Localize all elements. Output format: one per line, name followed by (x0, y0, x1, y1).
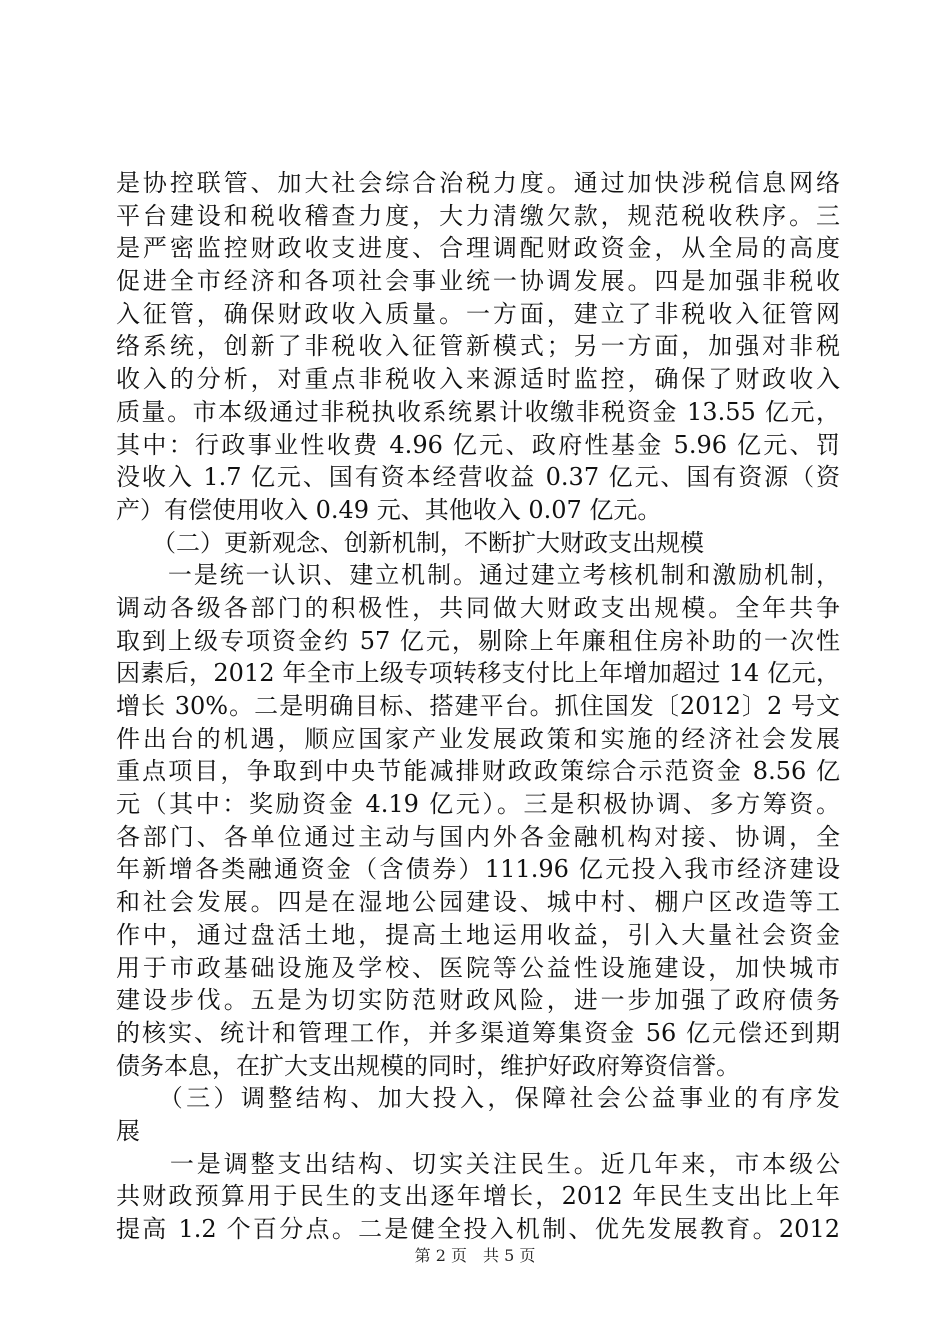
text-line: 债务本息，在扩大支出规模的同时，维护好政府筹资信誉。 (116, 1051, 740, 1080)
text-line: 共财政预算用于民生的支出逐年增长，2012 年民生支出比上年 (116, 1182, 840, 1211)
text-line: 产）有偿使用收入 0.49 元、其他收入 0.07 亿元。 (116, 495, 662, 524)
text-line: 和社会发展。四是在湿地公园建设、城中村、棚户区改造等工 (116, 888, 840, 917)
text-line: 重点项目，争取到中央节能减排财政政策综合示范资金 8.56 亿 (116, 757, 840, 786)
text-line: 各部门、各单位通过主动与国内外各金融机构对接、协调，全 (116, 822, 840, 851)
text-line: 入征管，确保财政收入质量。一方面，建立了非税收入征管网 (116, 299, 840, 328)
text-line: 收入的分析，对重点非税收入来源适时监控，确保了财政收入 (116, 365, 840, 394)
text-line: 件出台的机遇，顺应国家产业发展政策和实施的经济社会发展 (116, 724, 840, 753)
text-line: 调动各级各部门的积极性，共同做大财政支出规模。全年共争 (116, 593, 840, 622)
text-line: 取到上级专项资金约 57 亿元，剔除上年廉租住房补助的一次性 (116, 626, 840, 655)
text-line: 建设步伐。五是为切实防范财政风险，进一步加强了政府债务 (116, 986, 840, 1015)
text-line: 质量。市本级通过非税执收系统累计收缴非税资金 13.55 亿元， (116, 397, 840, 426)
text-line: （三）调整结构、加大投入，保障社会公益事业的有序发 (116, 1084, 840, 1113)
body-text (116, 167, 840, 1246)
text-line: 展 (116, 1116, 140, 1145)
text-line: 作中，通过盘活土地，提高土地运用收益，引入大量社会资金 (116, 920, 840, 949)
text-line: 平台建设和税收稽查力度，大力清缴欠款，规范税收秩序。三 (116, 201, 840, 230)
text-line: 是严密监控财政收支进度、合理调配财政资金，从全局的高度 (116, 234, 840, 263)
text-line: 促进全市经济和各项社会事业统一协调发展。四是加强非税收 (116, 267, 840, 296)
text-line: 的核实、统计和管理工作，并多渠道筹集资金 56 亿元偿还到期 (116, 1018, 840, 1047)
text-line: 提高 1.2 个百分点。二是健全投入机制、优先发展教育。2012 (116, 1215, 840, 1243)
text-line: 一是调整支出结构、切实关注民生。近几年来，市本级公 (116, 1149, 840, 1178)
text-line: 没收入 1.7 亿元、国有资本经营收益 0.37 亿元、国有资源（资 (116, 463, 840, 492)
text-line: （二）更新观念、创新机制，不断扩大财政支出规模 (116, 528, 704, 557)
text-line: 一是统一认识、建立机制。通过建立考核机制和激励机制， (116, 561, 840, 590)
text-line: 增长 30%。二是明确目标、搭建平台。抓住国发〔2012〕2 号文 (116, 692, 840, 720)
text-line: 元（其中：奖励资金 4.19 亿元）。三是积极协调、多方筹资。 (116, 790, 840, 819)
text-line: 络系统，创新了非税收入征管新模式；另一方面，加强对非税 (116, 332, 840, 361)
text-line: 年新增各类融通资金（含债券）111.96 亿元投入我市经济建设 (116, 855, 840, 884)
text-line: 用于市政基础设施及学校、医院等公益性设施建设，加快城市 (116, 953, 840, 982)
page-footer: 第 2 页 共 5 页 (414, 1246, 536, 1265)
text-line: 其中：行政事业性收费 4.96 亿元、政府性基金 5.96 亿元、罚 (116, 430, 840, 459)
text-line: 因素后，2012 年全市上级专项转移支付比上年增加超过 14 亿元， (116, 659, 840, 688)
text-line: 是协控联管、加大社会综合治税力度。通过加快涉税信息网络 (116, 169, 840, 197)
